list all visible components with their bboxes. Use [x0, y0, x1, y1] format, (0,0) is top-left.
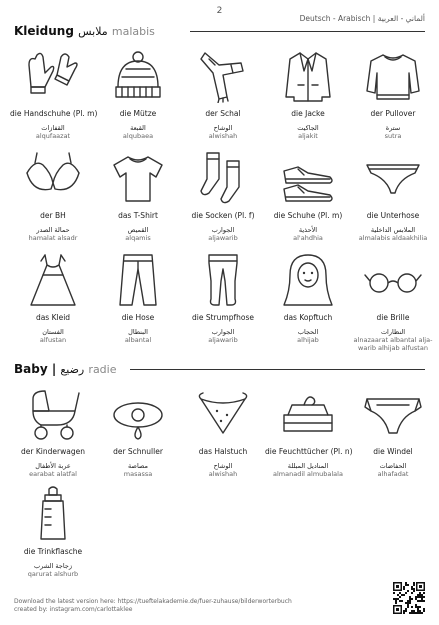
word-german: die Feuchttücher (Pl. n) — [265, 447, 353, 456]
vocab-card — [10, 146, 96, 242]
dress-icon — [23, 251, 83, 307]
word-transliteration: alnazaarat albantal alja- warib alhijab alfustan — [353, 336, 433, 352]
word-german: die Brille — [376, 313, 410, 322]
vocab-card — [95, 146, 181, 242]
word-german: das Kopftuch — [283, 313, 333, 322]
word-german: die Socken (Pl. f) — [191, 211, 255, 220]
qr-code-icon — [392, 581, 426, 615]
sweater-icon — [363, 47, 423, 103]
word-german: die Strumpfhose — [192, 313, 254, 322]
word-german: das T-Shirt — [118, 211, 158, 220]
vocab-card — [95, 44, 181, 140]
glasses-icon — [363, 251, 423, 307]
vocab-card — [265, 248, 351, 344]
vocab-picture — [180, 382, 266, 444]
word-transliteration: qarurat alshurb — [27, 570, 79, 578]
word-arabic: حمالة الصدر — [36, 226, 70, 234]
vocab-picture — [350, 248, 436, 310]
vocab-picture — [10, 146, 96, 208]
word-german: die Handschuhe (Pl. m) — [10, 109, 98, 118]
vocab-picture — [95, 44, 181, 106]
vocab-picture — [10, 482, 96, 544]
section-title-de: Baby | — [14, 362, 57, 376]
vocab-card — [180, 382, 266, 478]
word-transliteration: aljakit — [298, 132, 318, 140]
word-german: die Hose — [121, 313, 155, 322]
vocab-picture — [265, 146, 351, 208]
word-transliteration: albantal — [124, 336, 152, 344]
vocab-card — [10, 44, 96, 140]
word-arabic: زجاجة الشرب — [34, 562, 72, 570]
word-transliteration: aljawarib — [208, 234, 238, 242]
word-transliteration: masassa — [123, 470, 153, 478]
word-arabic: سترة — [385, 124, 401, 132]
vocab-picture — [180, 248, 266, 310]
page-number: 2 — [216, 6, 223, 16]
vocab-card — [265, 382, 351, 478]
word-transliteration: aljawarib — [208, 336, 238, 344]
word-transliteration: alfustan — [39, 336, 67, 344]
word-transliteration: alhijab — [297, 336, 319, 344]
section-title-ar: ملابس — [78, 25, 108, 38]
word-german: der BH — [40, 211, 66, 220]
vocab-card — [180, 248, 266, 344]
vocab-card — [350, 146, 436, 242]
trousers-icon — [108, 251, 168, 307]
word-transliteration: alwishah — [208, 470, 238, 478]
tights-icon — [193, 251, 253, 307]
vocab-card — [10, 248, 96, 344]
wet-wipes-icon — [278, 385, 338, 441]
word-arabic: الجوارب — [211, 328, 235, 336]
word-german: der Schnuller — [113, 447, 163, 456]
word-transliteration: alqamis — [125, 234, 151, 242]
shoes-icon — [278, 149, 338, 205]
word-german: die Jacke — [291, 109, 325, 118]
vocab-card — [95, 382, 181, 478]
word-arabic: الوشاح — [213, 462, 233, 470]
word-arabic: القفازات — [41, 124, 65, 132]
word-transliteration: al'ahdhia — [293, 234, 323, 242]
word-transliteration: almalabis aldaakhilia — [358, 234, 428, 242]
vocab-picture — [10, 44, 96, 106]
vocab-picture — [265, 44, 351, 106]
section-title-ar: رضيع — [60, 363, 85, 376]
word-arabic: الجاكيت — [297, 124, 319, 132]
vocab-card — [10, 482, 96, 578]
section-title-tr: malabis — [111, 25, 155, 38]
pacifier-icon — [108, 385, 168, 441]
language-label: Deutsch - Arabisch | ألماني - العربية — [299, 14, 425, 23]
section-rule — [190, 31, 425, 32]
word-arabic: الجوارب — [211, 226, 235, 234]
word-german: das Halstuch — [198, 447, 248, 456]
word-transliteration: sutra — [384, 132, 402, 140]
word-arabic: الحفاضات — [379, 462, 407, 470]
word-arabic: القبعة — [130, 124, 146, 132]
word-arabic: القميص — [127, 226, 149, 234]
word-transliteration: alwishah — [208, 132, 238, 140]
word-german: die Windel — [373, 447, 413, 456]
word-arabic: البنطال — [128, 328, 148, 336]
scarf-icon — [193, 47, 253, 103]
vocab-card — [350, 248, 436, 352]
vocab-card — [265, 146, 351, 242]
vocab-picture — [265, 248, 351, 310]
word-transliteration: alqubaea — [122, 132, 154, 140]
word-german: die Mütze — [119, 109, 157, 118]
word-transliteration: hamalat alsadr — [28, 234, 78, 242]
vocab-card — [350, 382, 436, 478]
section-rule — [130, 369, 425, 370]
jacket-icon — [278, 47, 338, 103]
word-german: das Kleid — [35, 313, 71, 322]
section-title-tr: radie — [88, 363, 117, 376]
bottle-icon — [23, 485, 83, 541]
section-title-clothing — [14, 24, 155, 38]
word-arabic: مصاصة — [127, 462, 149, 470]
word-transliteration: almanadil almubalala — [273, 470, 343, 478]
word-arabic: عربة الأطفال — [35, 462, 71, 470]
footer — [14, 598, 292, 614]
word-transliteration: alqufaazat — [35, 132, 71, 140]
bra-icon — [23, 149, 83, 205]
word-german: die Unterhose — [366, 211, 420, 220]
word-transliteration: alhafadat — [377, 470, 409, 478]
vocab-picture — [10, 382, 96, 444]
footer-download-line: Download the latest version here: https://tueftelakademie.de/fuer-zuhause/bilderworterbuch — [14, 598, 292, 605]
vocab-card — [180, 44, 266, 140]
word-arabic: النظارات — [380, 328, 406, 336]
word-german: der Schal — [205, 109, 241, 118]
footer-credit-line: created by: instagram.com/carlottaklee — [14, 606, 133, 613]
section-title-baby — [14, 362, 117, 376]
vocab-card — [95, 248, 181, 344]
vocab-picture — [95, 146, 181, 208]
word-transliteration: earabat alatfal — [29, 470, 77, 478]
socks-icon — [193, 149, 253, 205]
diaper-icon — [363, 385, 423, 441]
word-german: die Schuhe (Pl. m) — [273, 211, 343, 220]
vocab-picture — [350, 146, 436, 208]
underpants-icon — [363, 149, 423, 205]
vocab-card — [265, 44, 351, 140]
word-arabic: الوشاح — [213, 124, 233, 132]
vocab-picture — [95, 248, 181, 310]
vocab-picture — [350, 382, 436, 444]
vocab-picture — [95, 382, 181, 444]
vocab-picture — [10, 248, 96, 310]
vocab-picture — [265, 382, 351, 444]
vocab-card — [10, 382, 96, 478]
vocab-picture — [180, 44, 266, 106]
stroller-icon — [23, 385, 83, 441]
word-german: die Trinkflasche — [23, 547, 83, 556]
word-arabic: الفستان — [42, 328, 64, 336]
word-german: der Kinderwagen — [21, 447, 85, 456]
vocab-card — [350, 44, 436, 140]
word-arabic: المناديل المبللة — [287, 462, 329, 470]
vocab-card — [180, 146, 266, 242]
headscarf-icon — [278, 251, 338, 307]
word-arabic: الأحذية — [298, 226, 318, 234]
gloves-icon — [23, 47, 83, 103]
beanie-icon — [108, 47, 168, 103]
word-arabic: الحجاب — [297, 328, 319, 336]
vocab-picture — [180, 146, 266, 208]
word-arabic: الملابس الداخلية — [370, 226, 416, 234]
vocab-picture — [350, 44, 436, 106]
word-german: der Pullover — [370, 109, 416, 118]
bib-scarf-icon — [193, 385, 253, 441]
section-title-de: Kleidung — [14, 24, 74, 38]
tshirt-icon — [108, 149, 168, 205]
